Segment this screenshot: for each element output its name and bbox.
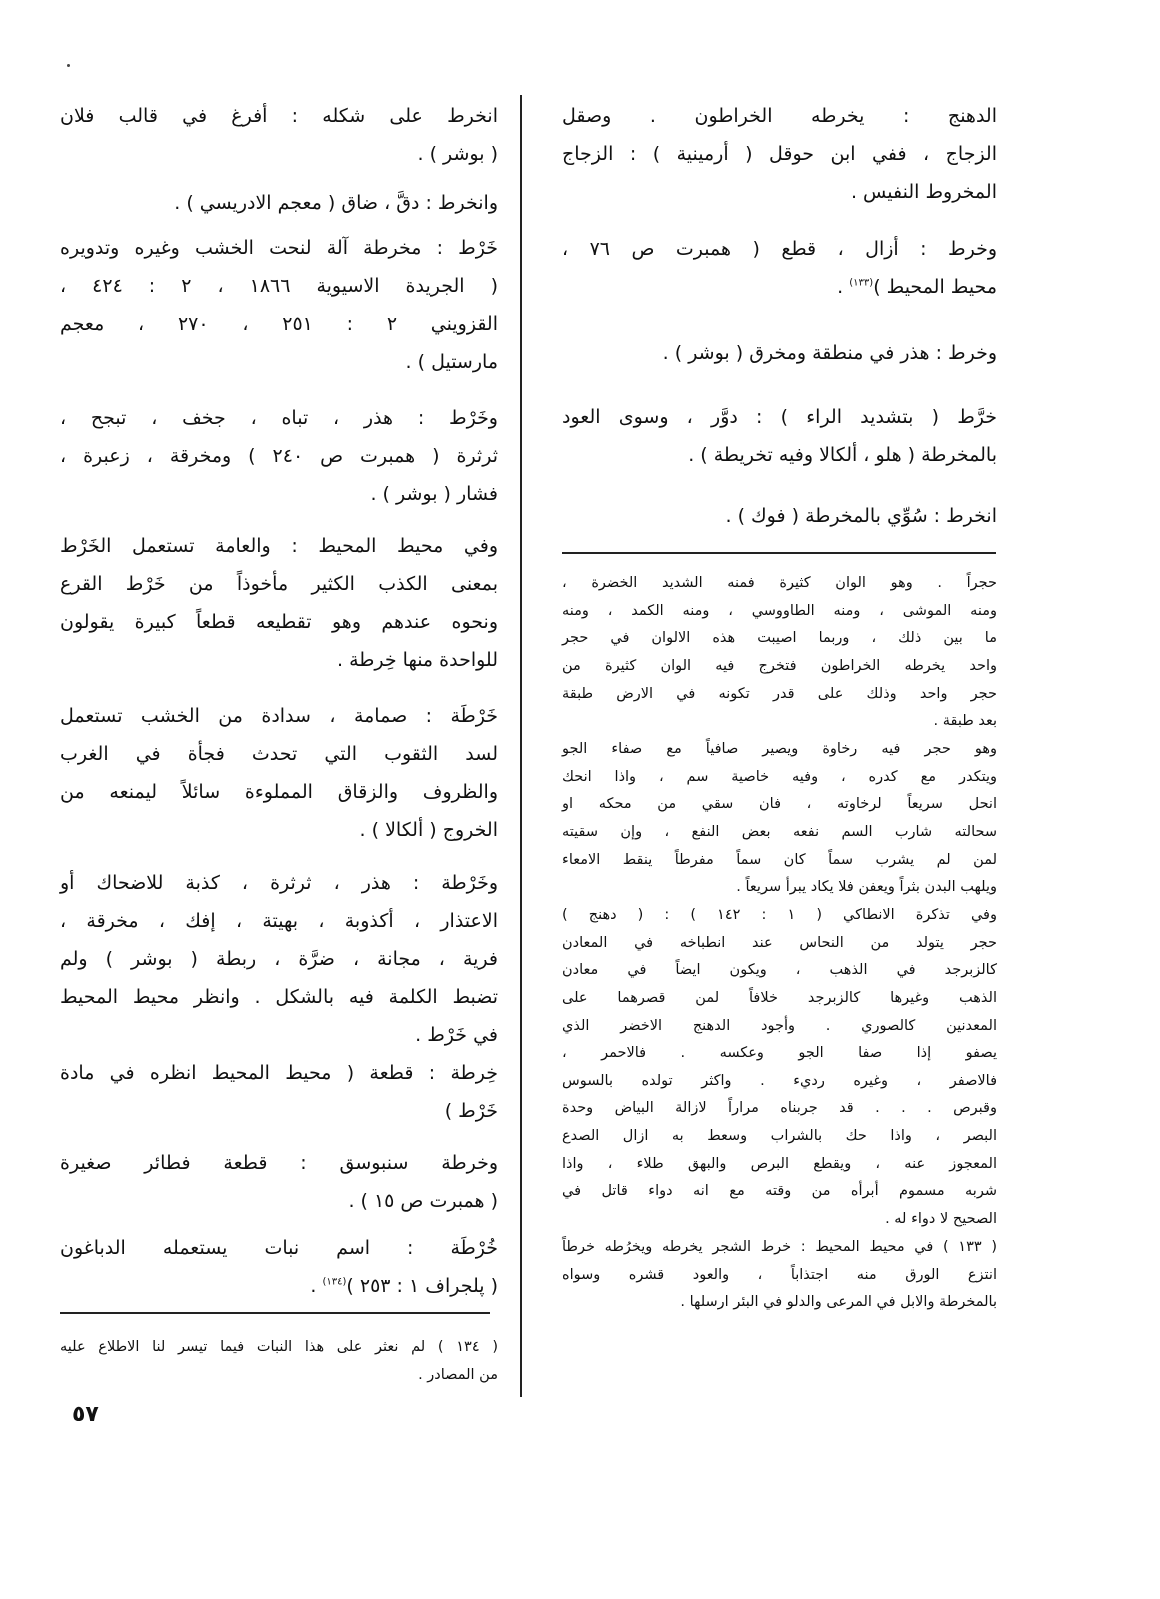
text-span: .	[837, 276, 850, 298]
text-line: المعجوز عنه ، ويقطع البرص والبهق طلاء ، واذا	[562, 1155, 997, 1172]
scan-speck	[67, 64, 70, 67]
text-line: حجر واحد وذلك على قدر تكونه في الارض طبقة	[562, 685, 997, 702]
text-line: في خَرْط .	[415, 1024, 498, 1046]
text-line: خَرْطَة : صمامة ، سدادة من الخشب تستعمل	[60, 705, 498, 727]
text-line: ( الجريدة الاسيوية ١٨٦٦ ، ٢ : ٤٢٤ ،	[60, 275, 498, 297]
entry-paragraph	[562, 398, 997, 474]
text-line: الخروج ( ألكالا ) .	[359, 819, 498, 841]
text-line: خُرْطَة : اسم نبات يستعمله الدباغون	[60, 1237, 498, 1259]
text-line: ويلهب البدن بثراً ويعفن فلا يكاد يبرأ سريعاً .	[736, 879, 997, 896]
text-line: القزويني ٢ : ٢٥١ ، ٢٧٠ ، معجم	[60, 313, 498, 335]
text-line: شربه مسموم أبرأه من وقته مع انه دواء قاتل في	[562, 1183, 997, 1200]
entry-paragraph	[60, 184, 498, 222]
entry-paragraph	[60, 527, 498, 679]
entry-paragraph	[60, 399, 498, 513]
text-line: ( ١٣٣ ) في محيط المحيط : خرط الشجر يخرطه ويخرُطه خرطاً	[562, 1239, 997, 1255]
column-divider	[520, 95, 522, 1397]
text-line: وفي تذكرة الانطاكي ( ١ : ١٤٢ ) : ( دهنج )	[562, 907, 997, 923]
text-line: وقبرص . . . قد جربناه مراراً لازالة البياض وحدة	[562, 1100, 997, 1117]
text-line: بمعنى الكذب الكثير مأخوذاً من خَرْط القرع	[60, 573, 498, 595]
text-line: المعدنين كالصوري . وأجود الدهنج الاخضر الذي	[562, 1017, 997, 1034]
footnote-paragraph	[60, 1334, 498, 1389]
text-line: الذهب وغيرها كالزبرجد خلافاً لمن قصرهما على	[562, 989, 997, 1006]
text-line: يصفو إذا صفا الجو وعكسه . فالاحمر ،	[562, 1045, 997, 1062]
text-line: الزجاج ، ففي ابن حوقل ( أرمينية ) : الزجاج	[562, 143, 997, 165]
text-line: الصحيح لا دواء له .	[885, 1211, 997, 1228]
text-line: للواحدة منها خِرطة .	[337, 649, 498, 671]
text-line: خَرْط )	[444, 1100, 498, 1122]
text-line: واحد يخرطه الخراطون فتخرج فيه الوان كثيرة من	[562, 657, 997, 674]
left-footnote-divider	[60, 1312, 490, 1314]
text-line: ( همبرت ص ١٥ ) .	[348, 1190, 498, 1212]
entry-paragraph	[60, 1144, 498, 1220]
text-line: وخرطة سنبوسق : قطعة فطائر صغيرة	[60, 1152, 498, 1174]
text-line: تضبط الكلمة فيه بالشكل . وانظر محيط المحيط	[60, 986, 498, 1008]
text-line: لسد الثقوب التي تحدث فجأة في الغرب	[60, 743, 498, 765]
text-span: ( پلجراف ١ : ٢٥٣ )	[346, 1275, 498, 1297]
text-line: حجر يتولد من النحاس عند انطباخه في المعادن	[562, 934, 997, 951]
text-line: وخَرْط : هذر ، تباه ، جخف ، تبجح ،	[60, 407, 498, 429]
text-line: ( ١٣٤ ) لم نعثر على هذا النبات فيما تيسر لنا الاطلاع عليه	[60, 1339, 498, 1355]
entry-paragraph	[562, 97, 997, 211]
entry-paragraph	[60, 697, 498, 849]
footnote-paragraph	[562, 902, 997, 1234]
text-line: حجراً . وهو الوان كثيرة فمنه الشديد الخضرة ،	[562, 575, 997, 591]
text-line: بعد طبقة .	[933, 713, 997, 730]
entry-paragraph	[60, 1229, 498, 1305]
text-line: خرَّط ( بتشديد الراء ) : دوَّر ، وسوى العود	[562, 406, 997, 428]
text-line: وانخرط : دقَّ ، ضاق ( معجم الادريسي ) .	[174, 192, 498, 214]
text-line: كالزبرجد في الذهب ، ويكون ايضاً في معادن	[562, 962, 997, 979]
footnote-reference: (١٣٣)	[849, 277, 874, 289]
text-line: ثرثرة ( همبرت ص ٢٤٠ ) ومخرقة ، زعبرة ،	[60, 445, 498, 467]
text-line: البصر ، واذا حك بالشراب وسعط به ازال الصدع	[562, 1128, 997, 1145]
entry-paragraph	[60, 97, 498, 173]
text-line: بالمخرطة والابل في المرعى والدلو في البئر ارسلها .	[680, 1294, 997, 1311]
page-number: ٥٧	[72, 1402, 99, 1427]
text-line: انخرط على شكله : أفرغ في قالب فلان	[60, 105, 498, 127]
text-span: .	[310, 1275, 323, 1297]
text-line: المخروط النفيس .	[850, 181, 997, 203]
text-line	[60, 1267, 498, 1305]
footnote-paragraph	[562, 1234, 997, 1317]
text-line: وخرط : أزال ، قطع ( همبرت ص ٧٦ ،	[562, 238, 997, 260]
text-line: ونحوه عندهم وهو تقطيعه قطعاً كبيرة يقولون	[60, 611, 498, 633]
text-line: خَرْط : مخرطة آلة لنحت الخشب وغيره وتدويره	[60, 237, 498, 259]
entry-paragraph	[60, 864, 498, 1054]
text-line: سحالته شارب السم نفعه بعض النفع ، وإن سقيته	[562, 823, 997, 840]
text-line: خِرطة : قطعة ( محيط المحيط انظره في مادة	[60, 1062, 498, 1084]
entry-paragraph	[60, 229, 498, 381]
text-line: وخَرْطة : هذر ، ثرثرة ، كذبة للاضحاك أو	[60, 872, 498, 894]
entry-paragraph	[60, 1054, 498, 1130]
text-line: ومنه الموشى ، ومنه الطاووسي ، ومنه الكمد ، ومنه	[562, 602, 997, 619]
text-line: وخرط : هذر في منطقة ومخرق ( بوشر ) .	[662, 342, 997, 364]
right-footnote-divider	[562, 552, 996, 554]
text-line: انحل سريعاً لرخاوته ، فان سقي من محكه او	[562, 796, 997, 813]
text-line: فشار ( بوشر ) .	[370, 483, 498, 505]
text-line: الدهنج : يخرطه الخراطون . وصقل	[562, 105, 997, 127]
text-line: انخرط : سُوِّي بالمخرطة ( فوك ) .	[725, 505, 997, 527]
footnote-paragraph	[562, 736, 997, 902]
footnote-paragraph	[562, 570, 997, 736]
text-line: مارستيل ) .	[405, 351, 498, 373]
text-line: وهو حجر فيه رخاوة ويصير صافياً مع صفاء الجو	[562, 741, 997, 757]
text-line: الاعتذار ، أكذوبة ، بهيتة ، إفك ، مخرقة ،	[60, 910, 498, 932]
text-line: لمن لم يشرب سماً كان سماً مفرطاً ينقط الامعاء	[562, 851, 997, 868]
entry-paragraph	[562, 497, 997, 535]
text-line: فالاصفر ، وغيره رديء . واكثر تولده بالسوس	[562, 1072, 997, 1089]
text-line	[562, 268, 997, 306]
text-line: وفي محيط المحيط : والعامة تستعمل الخَرْط	[60, 535, 498, 557]
entry-paragraph	[562, 334, 997, 372]
footnote-reference: (١٣٤)	[322, 1276, 347, 1288]
text-line: ( بوشر ) .	[417, 143, 498, 165]
text-line: انتزع الورق منه اجتذاباً ، والعود قشره وسواه	[562, 1266, 997, 1283]
text-line: ويتكدر مع كدره ، وفيه خاصية سم ، واذا انحك	[562, 768, 997, 785]
text-line: ما بين ذلك ، وربما اصيبت هذه الالوان في حجر	[562, 630, 997, 647]
entry-paragraph	[562, 230, 997, 306]
text-line: بالمخرطة ( هلو ، ألكالا وفيه تخريطة ) .	[688, 444, 997, 466]
text-line: من المصادر .	[418, 1366, 498, 1383]
text-line: فرية ، مجانة ، ضرَّة ، ربطة ( بوشر ) ولم	[60, 948, 498, 970]
text-span: محيط المحيط )	[873, 276, 997, 298]
text-line: والظروف والزقاق المملوءة سائلاً ليمنعه من	[60, 781, 498, 803]
